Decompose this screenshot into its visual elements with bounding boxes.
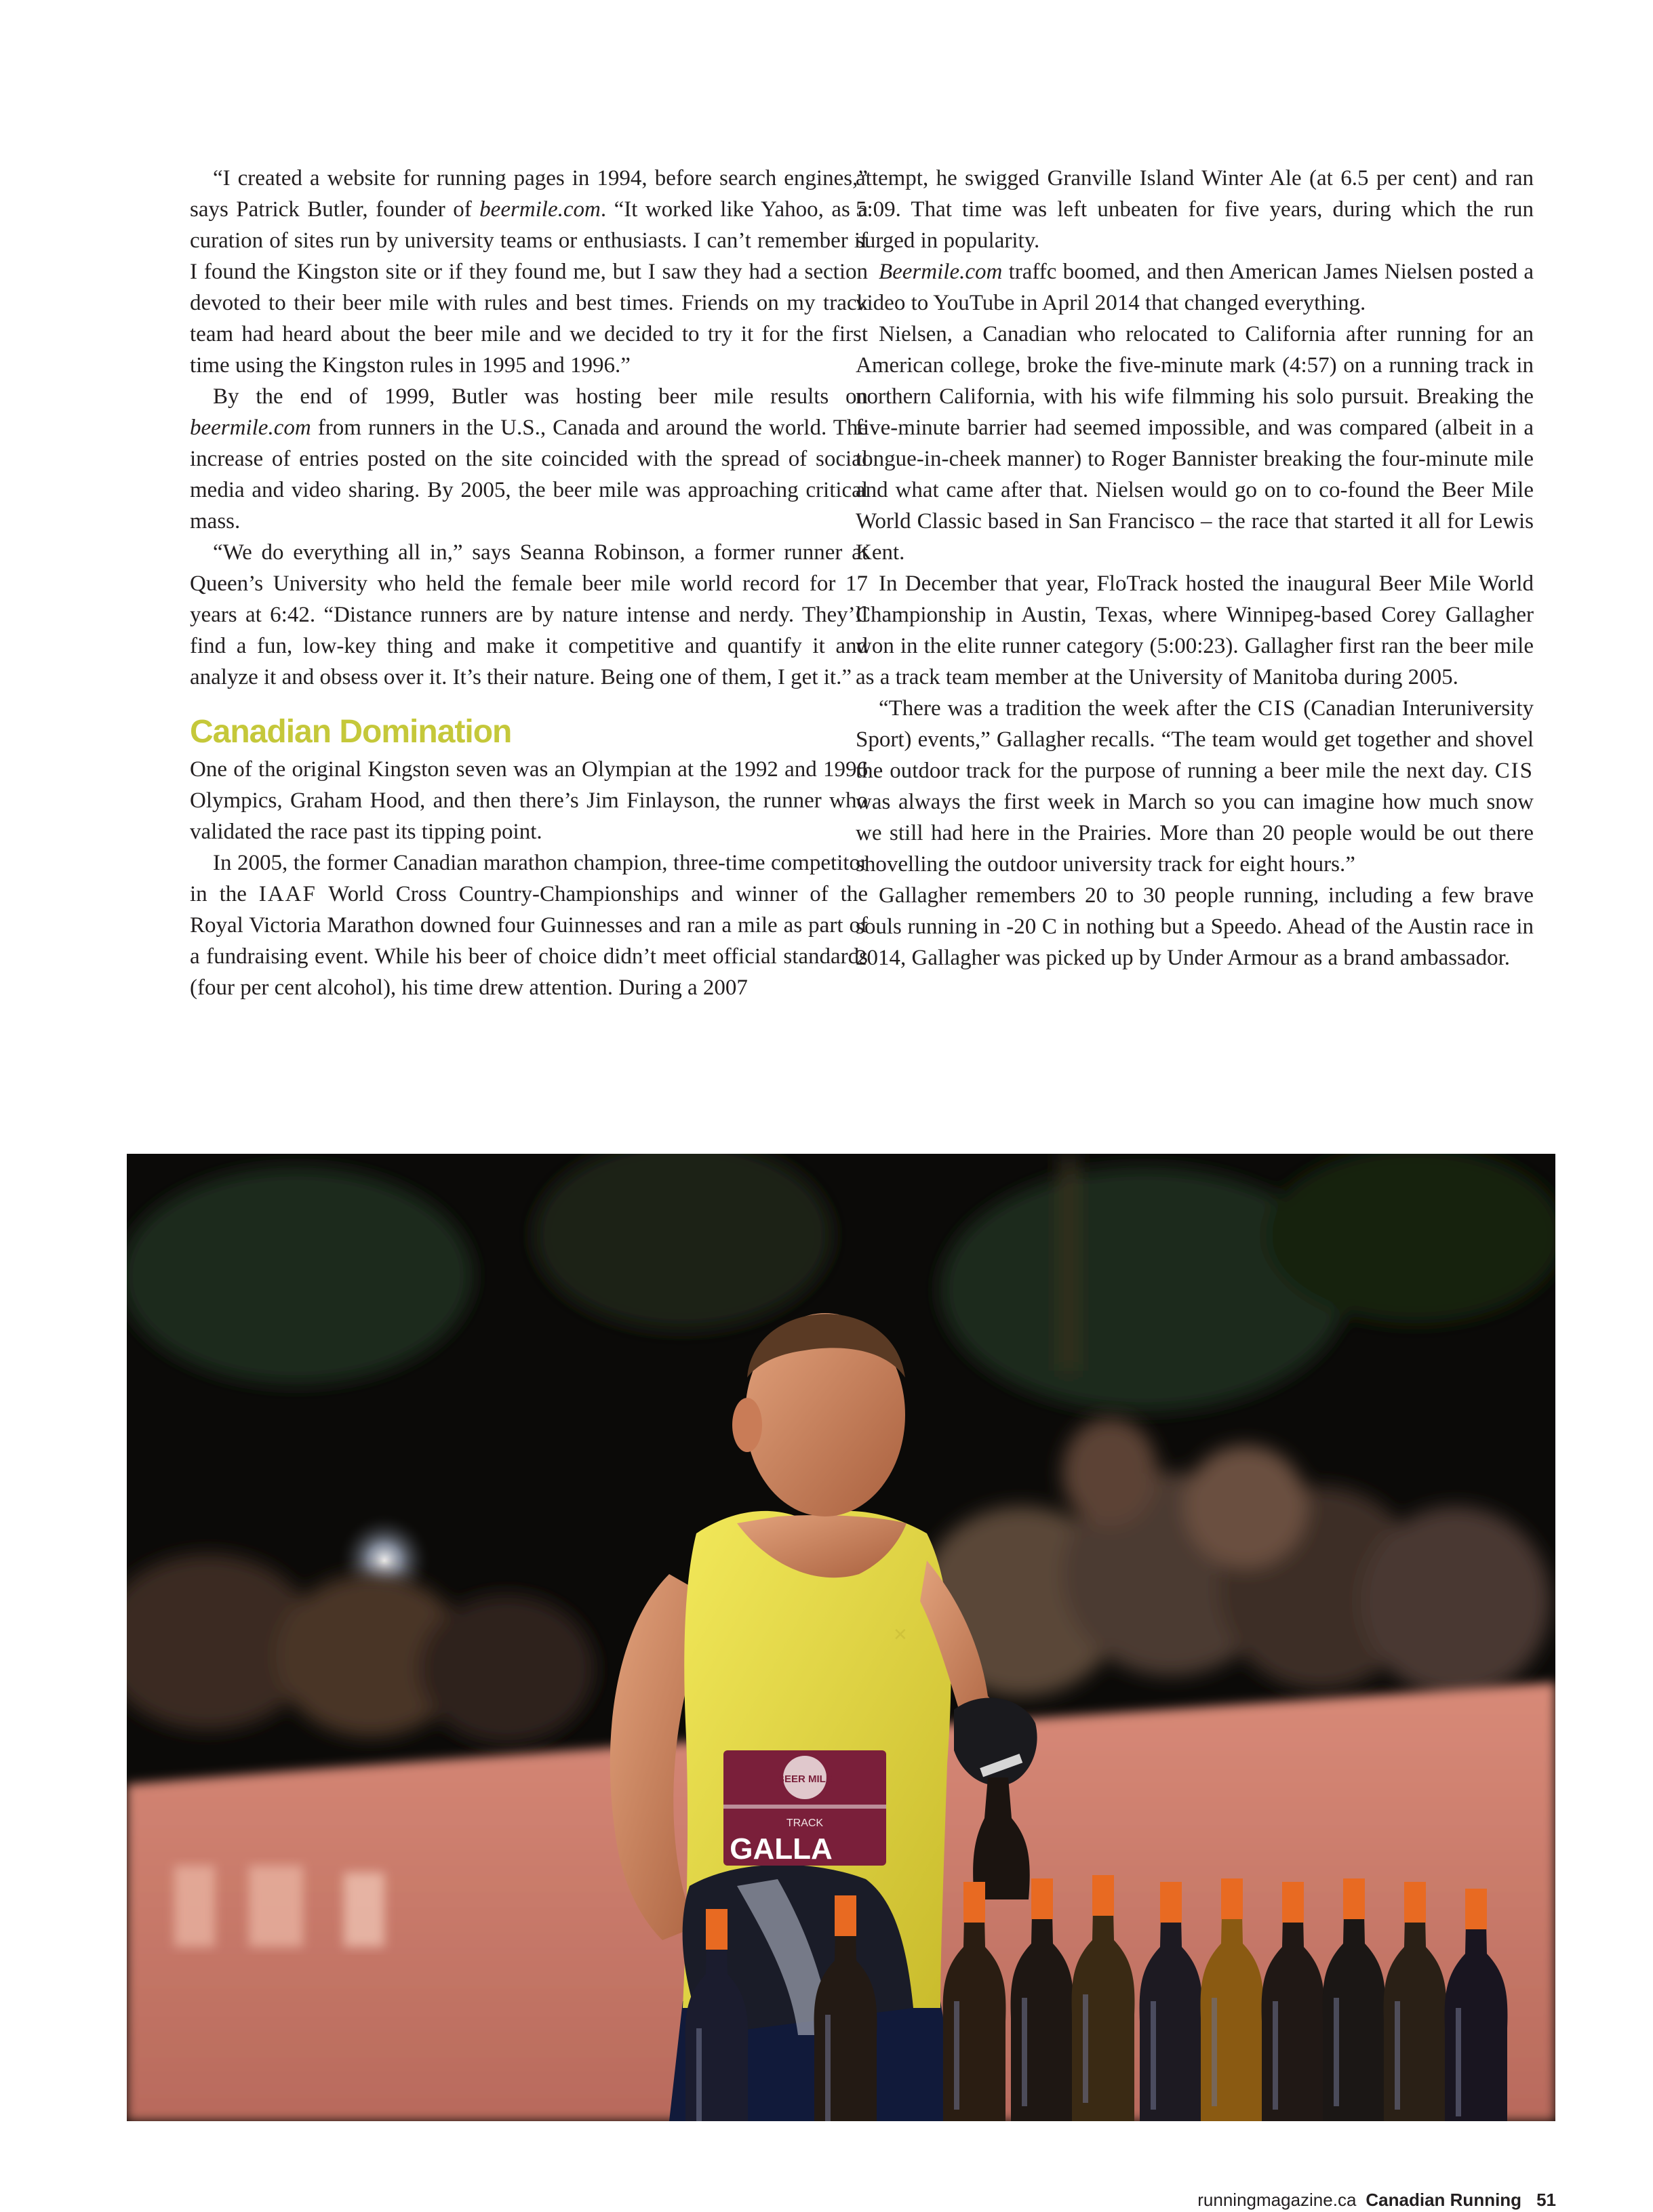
bottle-highlight [1273, 2001, 1278, 2110]
bottle-highlight [1151, 2001, 1156, 2110]
paragraph: Beermile.com traffc boomed, and then American James Nielsen posted a video to YouTube in April 2014 that changed everything. [856, 260, 1534, 315]
footer-magazine: Canadian Running [1366, 2190, 1522, 2210]
bottle-cap [1465, 1889, 1487, 1929]
acronym: CIS [1258, 696, 1297, 721]
website-name: beermile.com [479, 197, 601, 222]
bottle-cap [1404, 1882, 1426, 1923]
bib-category-text: TRACK [786, 1817, 824, 1829]
bottle-highlight [825, 2015, 831, 2121]
bottle-highlight [954, 2001, 959, 2110]
paragraph: “I created a website for running pages in 1994, before search engines,” says Patrick Butler, founder of beermile.com. “It worked like Yahoo, as a curation of sites run by university teams or enthusiasts. I can’t remember if I found the Kingston site or if they found me, but I saw they had a section devoted to their beer mile with rules and best times. Friends on my track team had heard about the beer mile and we decided to try it for the first time using the Kingston rules in 1995 and 1996.” [190, 166, 868, 378]
paragraph: attempt, he swigged Granville Island Winter Ale (at 6.5 per cent) and ran 5:09. That time was left unbeaten for five years, during which the run surged in popularity. [856, 166, 1534, 253]
bib-logo-text: BEER MILE [777, 1773, 833, 1785]
bottle-highlight [1334, 1998, 1339, 2106]
page-footer [1197, 2190, 1556, 2211]
paragraph: One of the original Kingston seven was an Olympian at the 1992 and 1996 Olympics, Graham Hood, and then there’s Jim Finlayson, the runner who validated the race past its tipping point. [190, 757, 868, 844]
bottle-cap [1031, 1878, 1053, 1919]
paragraph: In 2005, the former Canadian marathon champion, three-time competitor in the IAAF World Cross Country-Championships and winner of the Royal Victoria Marathon downed four Guinnesses and ran a mile as part of a fundraising event. While his beer of choice didn’t meet official standards (four per cent alcohol), his time drew attention. During a 2007 [190, 851, 868, 1000]
bottle-highlight [1083, 1994, 1088, 2103]
page-number: 51 [1536, 2190, 1556, 2210]
footer-site: runningmagazine.ca [1197, 2190, 1357, 2210]
bottle-cap [1282, 1882, 1304, 1923]
paragraph: “We do everything all in,” says Seanna Robinson, a former runner at Queen’s University who held the female beer mile world record for 17 years at 6:42. “Distance runners are by nature intense and nerdy. They’ll find a fun, low-key thing and make it competitive and quantify it and analyze it and obsess over it. It’s their nature. Being one of them, I get it.” [190, 540, 868, 689]
bottle-cap [963, 1882, 985, 1923]
bottle-cap [1221, 1878, 1243, 1919]
acronym: IAAF [258, 882, 317, 906]
paragraph: “There was a tradition the week after the CIS (Canadian Interuniversity Sport) events,” Gallagher recalls. “The team would get together and shovel the outdoor track for the purpose of running a beer mile the next day. CIS was always the first week in March so you can imagine how much snow we still had here in the Prairies. More than 20 people would be out there shovelling the outdoor university track for eight hours.” [856, 696, 1534, 877]
right-column [856, 163, 1534, 973]
acronym: CIS [1494, 759, 1534, 783]
bottle-highlight [1022, 1998, 1027, 2106]
bottle-highlight [1395, 2001, 1400, 2110]
paragraph: Gallagher remembers 20 to 30 people running, including a few brave souls running in -20 C in nothing but a Speedo. Ahead of the Austin race in 2014, Gallagher was picked up by Under Armour as a brand ambassador. [856, 883, 1534, 970]
paragraph: In December that year, FloTrack hosted the inaugural Beer Mile World Championship in Austin, Texas, where Winnipeg-based Corey Gallagher won in the elite runner category (5:00:23). Gallagher first ran the beer mile as a track team member at the University of Manitoba during 2005. [856, 571, 1534, 689]
website-name: Beermile.com [879, 260, 1003, 284]
brand-logo: ✕ [893, 1625, 908, 1645]
bottle-cap [706, 1909, 728, 1950]
left-column [190, 163, 868, 1003]
bottle-highlight [1212, 1998, 1217, 2106]
bottle-cap [1343, 1878, 1365, 1919]
paragraph: By the end of 1999, Butler was hosting beer mile results on beermile.com from runners in the U.S., Canada and around the world. The increase of entries posted on the site coincided with the spread of social media and video sharing. By 2005, the beer mile was approaching critical mass. [190, 384, 868, 534]
race-bib [723, 1750, 886, 1866]
bottle-cap [1092, 1875, 1114, 1916]
bottle-highlight [1456, 2008, 1461, 2116]
section-heading: Canadian Domination [190, 714, 512, 750]
paragraph: Nielsen, a Canadian who relocated to California after running for an American college, broke the five-minute mark (4:57) on a running track in northern California, with his wife filmming his solo pursuit. Breaking the five-minute barrier had seemed impossible, and was compared (albeit in a tongue-in-cheek manner) to Roger Bannister breaking the four-minute mile and what came after that. Nielsen would go on to co-found the Beer Mile World Classic based in San Francisco – the race that started it all for Lewis Kent. [856, 322, 1534, 565]
bottle-highlight [696, 2028, 702, 2121]
bib-name-text: GALLA [730, 1832, 833, 1866]
website-name: beermile.com [190, 416, 311, 440]
bottle-cap [835, 1895, 856, 1936]
runner-photo [127, 1154, 1555, 2121]
bottle-cap [1160, 1882, 1182, 1923]
